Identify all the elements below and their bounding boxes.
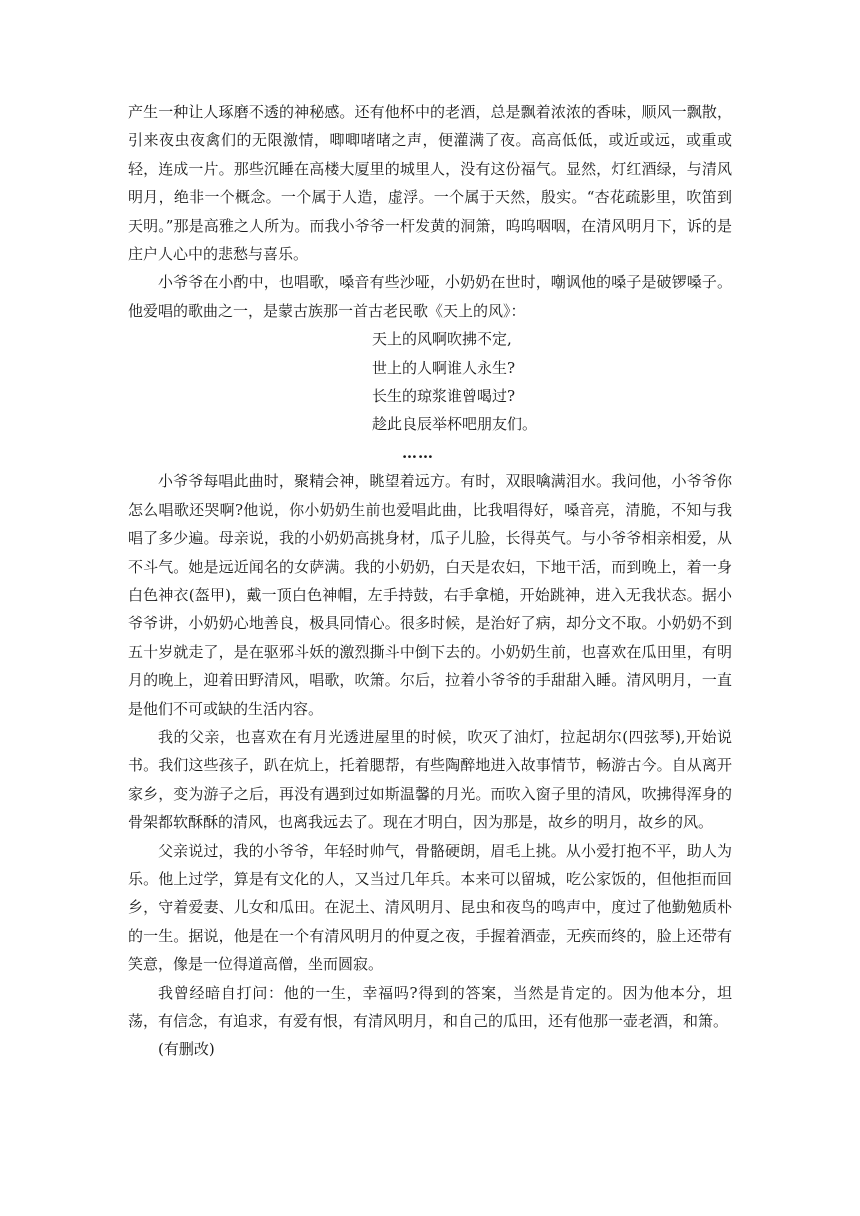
poem-line-2: 世上的人啊谁人永生? bbox=[372, 358, 516, 377]
poem-ellipsis: …… bbox=[402, 443, 434, 462]
poem-line-4: 趁此良辰举杯吧朋友们。 bbox=[372, 415, 538, 434]
poem-line-1: 天上的风啊吹拂不定, bbox=[372, 330, 512, 349]
document-page bbox=[128, 98, 732, 1064]
paragraph-3: 小爷爷每唱此曲时，聚精会神，眺望着远方。有时，双眼噙满泪水。我问他，小爷爷你怎么唱歌还哭啊?他说，你小奶奶生前也爱唱此曲，比我唱得好，嗓音亮，清脆，不知与我唱了多少遍。母亲说，我的小奶奶高挑身材，瓜子儿脸，长得英气。与小爷爷相亲相爱，从不斗气。她是远近闻名的女萨满。我的小奶奶，白天是农妇，下地干活，而到晚上，着一身白色神衣(盔甲)，戴一顶白色神帽，左手持鼓，右手拿槌，开始跳神，进入无我状态。据小爷爷讲，小奶奶心地善良，极具同情心。很多时候，是治好了病，却分文不取。小奶奶不到五十岁就走了，是在驱邪斗妖的激烈撕斗中倒下去的。小奶奶生前，也喜欢在瓜田里，有明月的晚上，迎着田野清风，唱歌，吹箫。尔后，拉着小爷爷的手甜甜入睡。清风明月，一直是他们不可或缺的生活内容。 bbox=[128, 472, 732, 718]
paragraph-5: 父亲说过，我的小爷爷，年轻时帅气，骨骼硬朗，眉毛上挑。从小爱打抱不平，助人为乐。他上过学，算是有文化的人，又当过几年兵。本来可以留城，吃公家饭的，但他拒而回乡，守着爱妻、儿女和瓜田。在泥土、清风明月、昆虫和夜鸟的鸣声中，度过了他勤勉质朴的一生。据说，他是在一个有清风明月的仲夏之夜，手握着酒壶，无疾而终的，脸上还带有笑意，像是一位得道高僧，坐而圆寂。 bbox=[128, 841, 732, 974]
edit-note: (有删改) bbox=[158, 1040, 215, 1059]
poem-line-3: 长生的琼浆谁曾喝过? bbox=[372, 387, 516, 406]
paragraph-1: 产生一种让人琢磨不透的神秘感。还有他杯中的老酒，总是飘着浓浓的香味，顺风一飘散，引来夜虫夜禽们的无限激情，唧唧啫啫之声，便灌满了夜。高高低低，或近或远，或重或轻，连成一片。那些沉睡在高楼大厦里的城里人，没有这份福气。显然，灯红酒绿，与清风明月，绝非一个概念。一个属于人造，虚浮。一个属于天然，殷实。“杏花疏影里，吹笛到天明。”那是高雅之人所为。而我小爷爷一杆发黄的洞箫，呜呜咽咽，在清风明月下，诉的是庄户人心中的悲愁与喜乐。 bbox=[128, 103, 732, 264]
paragraph-4: 我的父亲，也喜欢在有月光透进屋里的时候，吹灭了油灯，拉起胡尔(四弦琴),开始说书。我们这些孩子，趴在炕上，托着腮帮，有些陶醉地进入故事情节，畅游古今。自从离开家乡，变为游子之后，再没有遇到过如斯温馨的月光。而吹入窗子里的清风，吹拂得浑身的骨架都软酥酥的清风，也离我远去了。现在才明白，因为那是，故乡的明月，故乡的风。 bbox=[128, 727, 732, 832]
paragraph-2: 小爷爷在小酌中，也唱歌，嗓音有些沙哑，小奶奶在世时，嘲讽他的嗓子是破锣嗓子。他爱唱的歌曲之一，是蒙古族那一首古老民歌《天上的风》： bbox=[128, 273, 732, 320]
poem-block bbox=[128, 325, 732, 467]
paragraph-6: 我曾经暗自打问：他的一生，幸福吗?得到的答案，当然是肯定的。因为他本分，坦荡，有信念，有追求，有爱有恨，有清风明月，和自己的瓜田，还有他那一壶老酒，和箫。 bbox=[128, 983, 732, 1030]
